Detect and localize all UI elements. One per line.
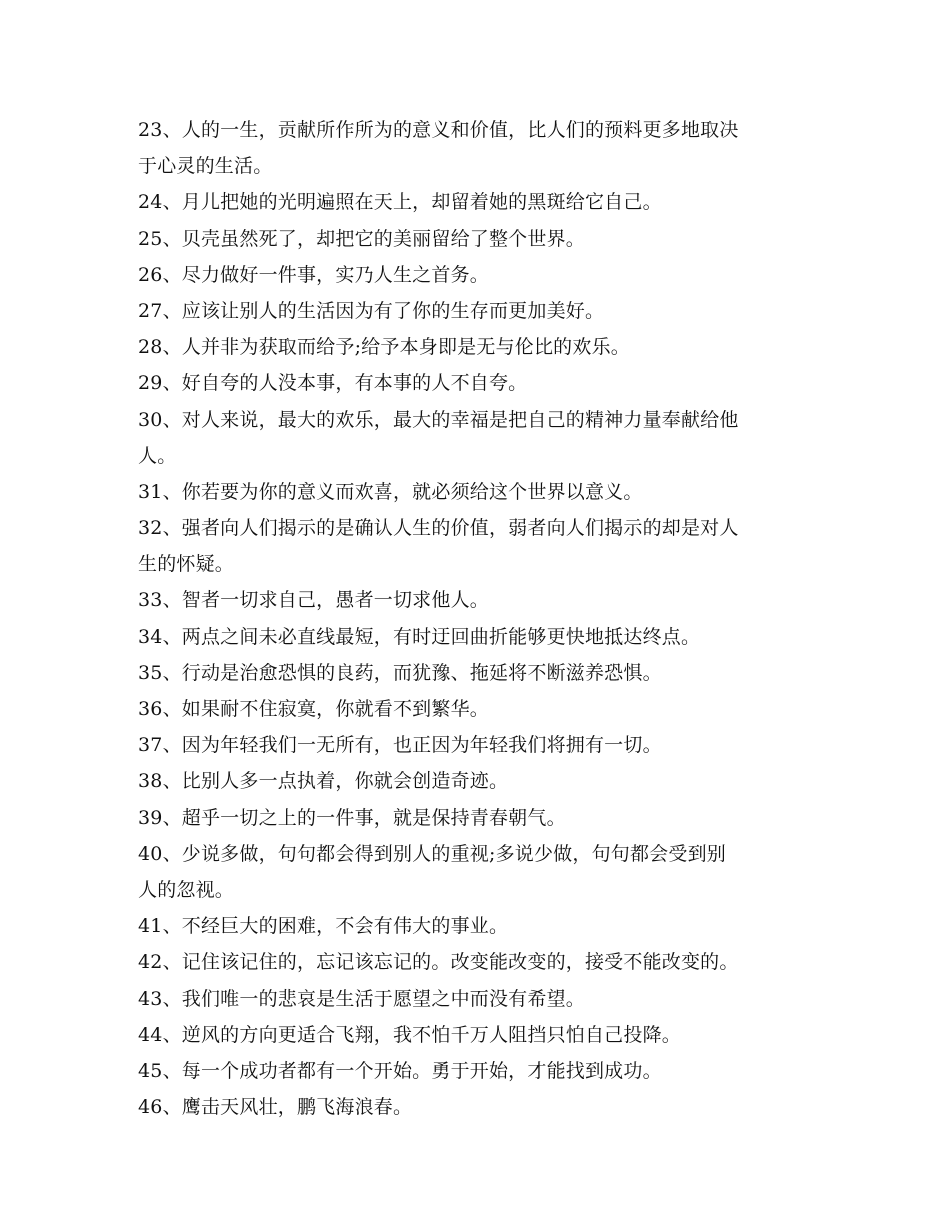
text-line: 37、因为年轻我们一无所有，也正因为年轻我们将拥有一切。 [138,734,662,757]
text-line: 人的忽视。 [138,878,235,901]
quote-list [138,112,818,1125]
text-line: 23、人的一生，贡献所作所为的意义和价值，比人们的预料更多地取决 [138,119,739,141]
text-line: 34、两点之间未必直线最短，有时迂回曲折能够更快地抵达终点。 [138,625,701,648]
text-line: 46、鹰击天风壮，鹏飞海浪春。 [138,1096,413,1119]
text-line: 生的怀疑。 [138,553,235,576]
text-line: 人。 [138,444,177,467]
text-line: 32、强者向人们揭示的是确认人生的价值，弱者向人们揭示的却是对人 [138,517,739,540]
text-line: 38、比别人多一点执着，你就会创造奇迹。 [138,770,509,793]
text-line: 35、行动是治愈恐惧的良药，而犹豫、拖延将不断滋养恐惧。 [138,661,662,684]
text-line: 42、记住该记住的，忘记该忘记的。改变能改变的，接受不能改变的。 [138,951,739,974]
text-line: 26、尽力做好一件事，实乃人生之首务。 [138,263,489,286]
text-line: 27、应该让别人的生活因为有了你的生存而更加美好。 [138,299,605,322]
text-line: 45、每一个成功者都有一个开始。勇于开始，才能找到成功。 [138,1059,662,1082]
text-line: 29、好自夸的人没本事，有本事的人不自夸。 [138,372,528,395]
text-line: 30、对人来说，最大的欢乐，最大的幸福是把自己的精神力量奉献给他 [138,408,739,431]
text-line: 44、逆风的方向更适合飞翔，我不怕千万人阻挡只怕自己投降。 [138,1023,681,1046]
text-line: 28、人并非为获取而给予;给予本身即是无与伦比的欢乐。 [138,336,630,359]
text-line: 41、不经巨大的困难，不会有伟大的事业。 [138,915,509,938]
text-line: 36、如果耐不住寂寞，你就看不到繁华。 [138,698,489,720]
text-line: 25、贝壳虽然死了，却把它的美丽留给了整个世界。 [138,227,585,250]
text-line: 24、月儿把她的光明遍照在天上，却留着她的黑斑给它自己。 [138,191,662,214]
text-line: 33、智者一切求自己，愚者一切求他人。 [138,589,489,612]
text-line: 于心灵的生活。 [138,155,273,178]
text-line: 43、我们唯一的悲哀是生活于愿望之中而没有希望。 [138,987,585,1010]
text-line: 31、你若要为你的意义而欢喜，就必须给这个世界以意义。 [138,480,643,503]
text-line: 39、超乎一切之上的一件事，就是保持青春朝气。 [138,806,566,829]
text-line: 40、少说多做，句句都会得到别人的重视;多说少做，句句都会受到别 [138,842,726,865]
